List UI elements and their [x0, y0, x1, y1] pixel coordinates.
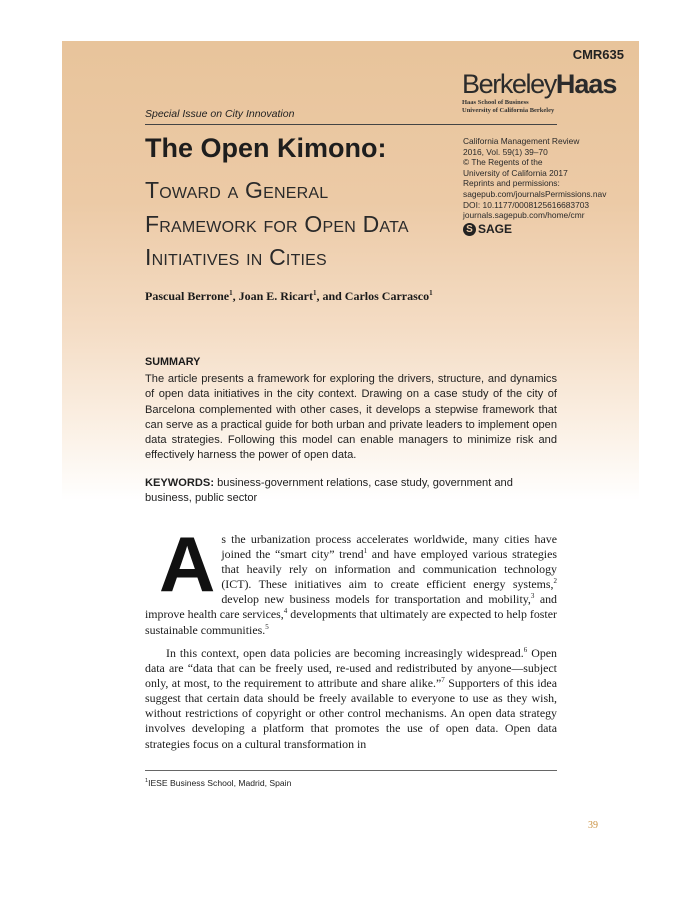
meta-permissions-link[interactable]: sagepub.com/journalsPermissions.nav: [463, 188, 607, 199]
author-3: , and Carlos Carrasco: [316, 289, 430, 303]
special-issue-label: Special Issue on City Innovation: [145, 108, 295, 120]
author-1-affiliation: 1: [229, 289, 233, 297]
p1-text-5: developments that ultimately are expected to help foster sustainable communities.: [145, 607, 557, 637]
footnote-ref-4[interactable]: 4: [283, 607, 288, 616]
meta-volume: 2016, Vol. 59(1) 39–70: [463, 146, 548, 157]
p1-text-2: and have employed various strategies that heavily rely on information and communication technology (ICT). These initiatives aim to create efficient energy systems,: [221, 547, 557, 592]
p2-text-2: Open data are “data that can be freely used, re-used and redistributed by anyone—subject only, at most, to the requirement to attribute and share alike.”: [145, 646, 557, 691]
journal-meta: [463, 136, 633, 236]
footnote-ref-3[interactable]: 3: [530, 592, 535, 601]
article-subtitle: [145, 174, 455, 275]
footnote-ref-7[interactable]: 7: [441, 676, 445, 685]
sage-icon: S: [463, 223, 476, 236]
keywords-text: business-government relations, case study, government and business, public sector: [145, 477, 513, 504]
logo-subtitle-university: University of California Berkeley: [462, 107, 555, 114]
logo-word-haas: Haas: [555, 69, 617, 99]
article-title: The Open Kimono:: [145, 133, 387, 163]
meta-copyright-1: © The Regents of the: [463, 157, 543, 168]
footnote-ref-5[interactable]: 5: [265, 622, 269, 631]
author-1: Pascual Berrone: [145, 289, 230, 303]
sage-wordmark: SAGE: [478, 221, 513, 236]
meta-reprints: Reprints and permissions:: [463, 178, 560, 189]
p1-text-1: s the urbanization process accelerates worldwide, many cities have joined the “smart city” trend: [221, 532, 557, 562]
header-rule: [145, 124, 557, 125]
footnote-ref-1[interactable]: 1: [363, 547, 368, 556]
summary-text: The article presents a framework for exploring the drivers, structure, and dynamics of open data initiatives in the city context. Drawing on a case study of the city of Barcelona complemented with other cases, it develops a stepwise framework that can serve as a practical guide for both urban and private leaders to implement open data strategies. Following this model can enable managers to minimize risk and effectively harness the power of open data.: [145, 373, 557, 462]
logo-wordmark: [462, 69, 617, 99]
subtitle-line-2: Framework for Open Data: [145, 210, 409, 237]
berkeley-haas-logo: [462, 69, 617, 115]
summary-heading: SUMMARY: [145, 356, 201, 368]
body-paragraph-2: [145, 646, 557, 752]
article-code: CMR635: [572, 47, 624, 62]
drop-cap: A: [159, 520, 216, 608]
page-number: 39: [588, 820, 598, 831]
author-2: , Joan E. Ricart: [232, 289, 313, 303]
meta-journal: California Management Review: [463, 136, 580, 146]
footnote-number: 1: [145, 778, 149, 785]
footnote-ref-6[interactable]: 6: [523, 646, 528, 655]
meta-copyright-2: University of California 2017: [463, 167, 568, 178]
footnote-text: IESE Business School, Madrid, Spain: [148, 778, 292, 788]
meta-doi[interactable]: DOI: 10.1177/0008125616683703: [463, 199, 590, 210]
author-line: [145, 289, 433, 304]
p2-text-1: In this context, open data policies are becoming increasingly widespread.: [166, 646, 524, 660]
footnote-rule: [145, 770, 557, 771]
body-paragraph-1: [145, 520, 557, 638]
keywords-label: KEYWORDS:: [145, 477, 215, 489]
subtitle-line-3: Initiatives in Cities: [145, 244, 327, 270]
p2-text-3: Supporters of this idea suggest that certain data should be freely available to everyone to use as they wish, without restrictions of copyright or other control mechanisms. An open data strategy involves developing a platform that promotes the use of open data. Open data strategies focus on a cultural transformation in: [145, 676, 557, 751]
logo-word-berkeley: Berkeley: [462, 69, 556, 99]
keywords: [145, 476, 557, 506]
affiliation-footnote: [145, 778, 291, 788]
p1-text-4: and improve health care services,: [145, 592, 557, 622]
subtitle-line-1: Toward a General: [145, 177, 329, 203]
author-3-affiliation: 1: [429, 289, 433, 297]
sage-logo: [463, 223, 633, 236]
meta-journal-link[interactable]: journals.sagepub.com/home/cmr: [463, 210, 585, 221]
logo-subtitle-school: Haas School of Business: [462, 99, 529, 106]
p1-text-3: develop new business models for transportation and mobility,: [221, 592, 531, 607]
footnote-ref-2[interactable]: 2: [553, 577, 557, 586]
author-2-affiliation: 1: [312, 289, 317, 297]
